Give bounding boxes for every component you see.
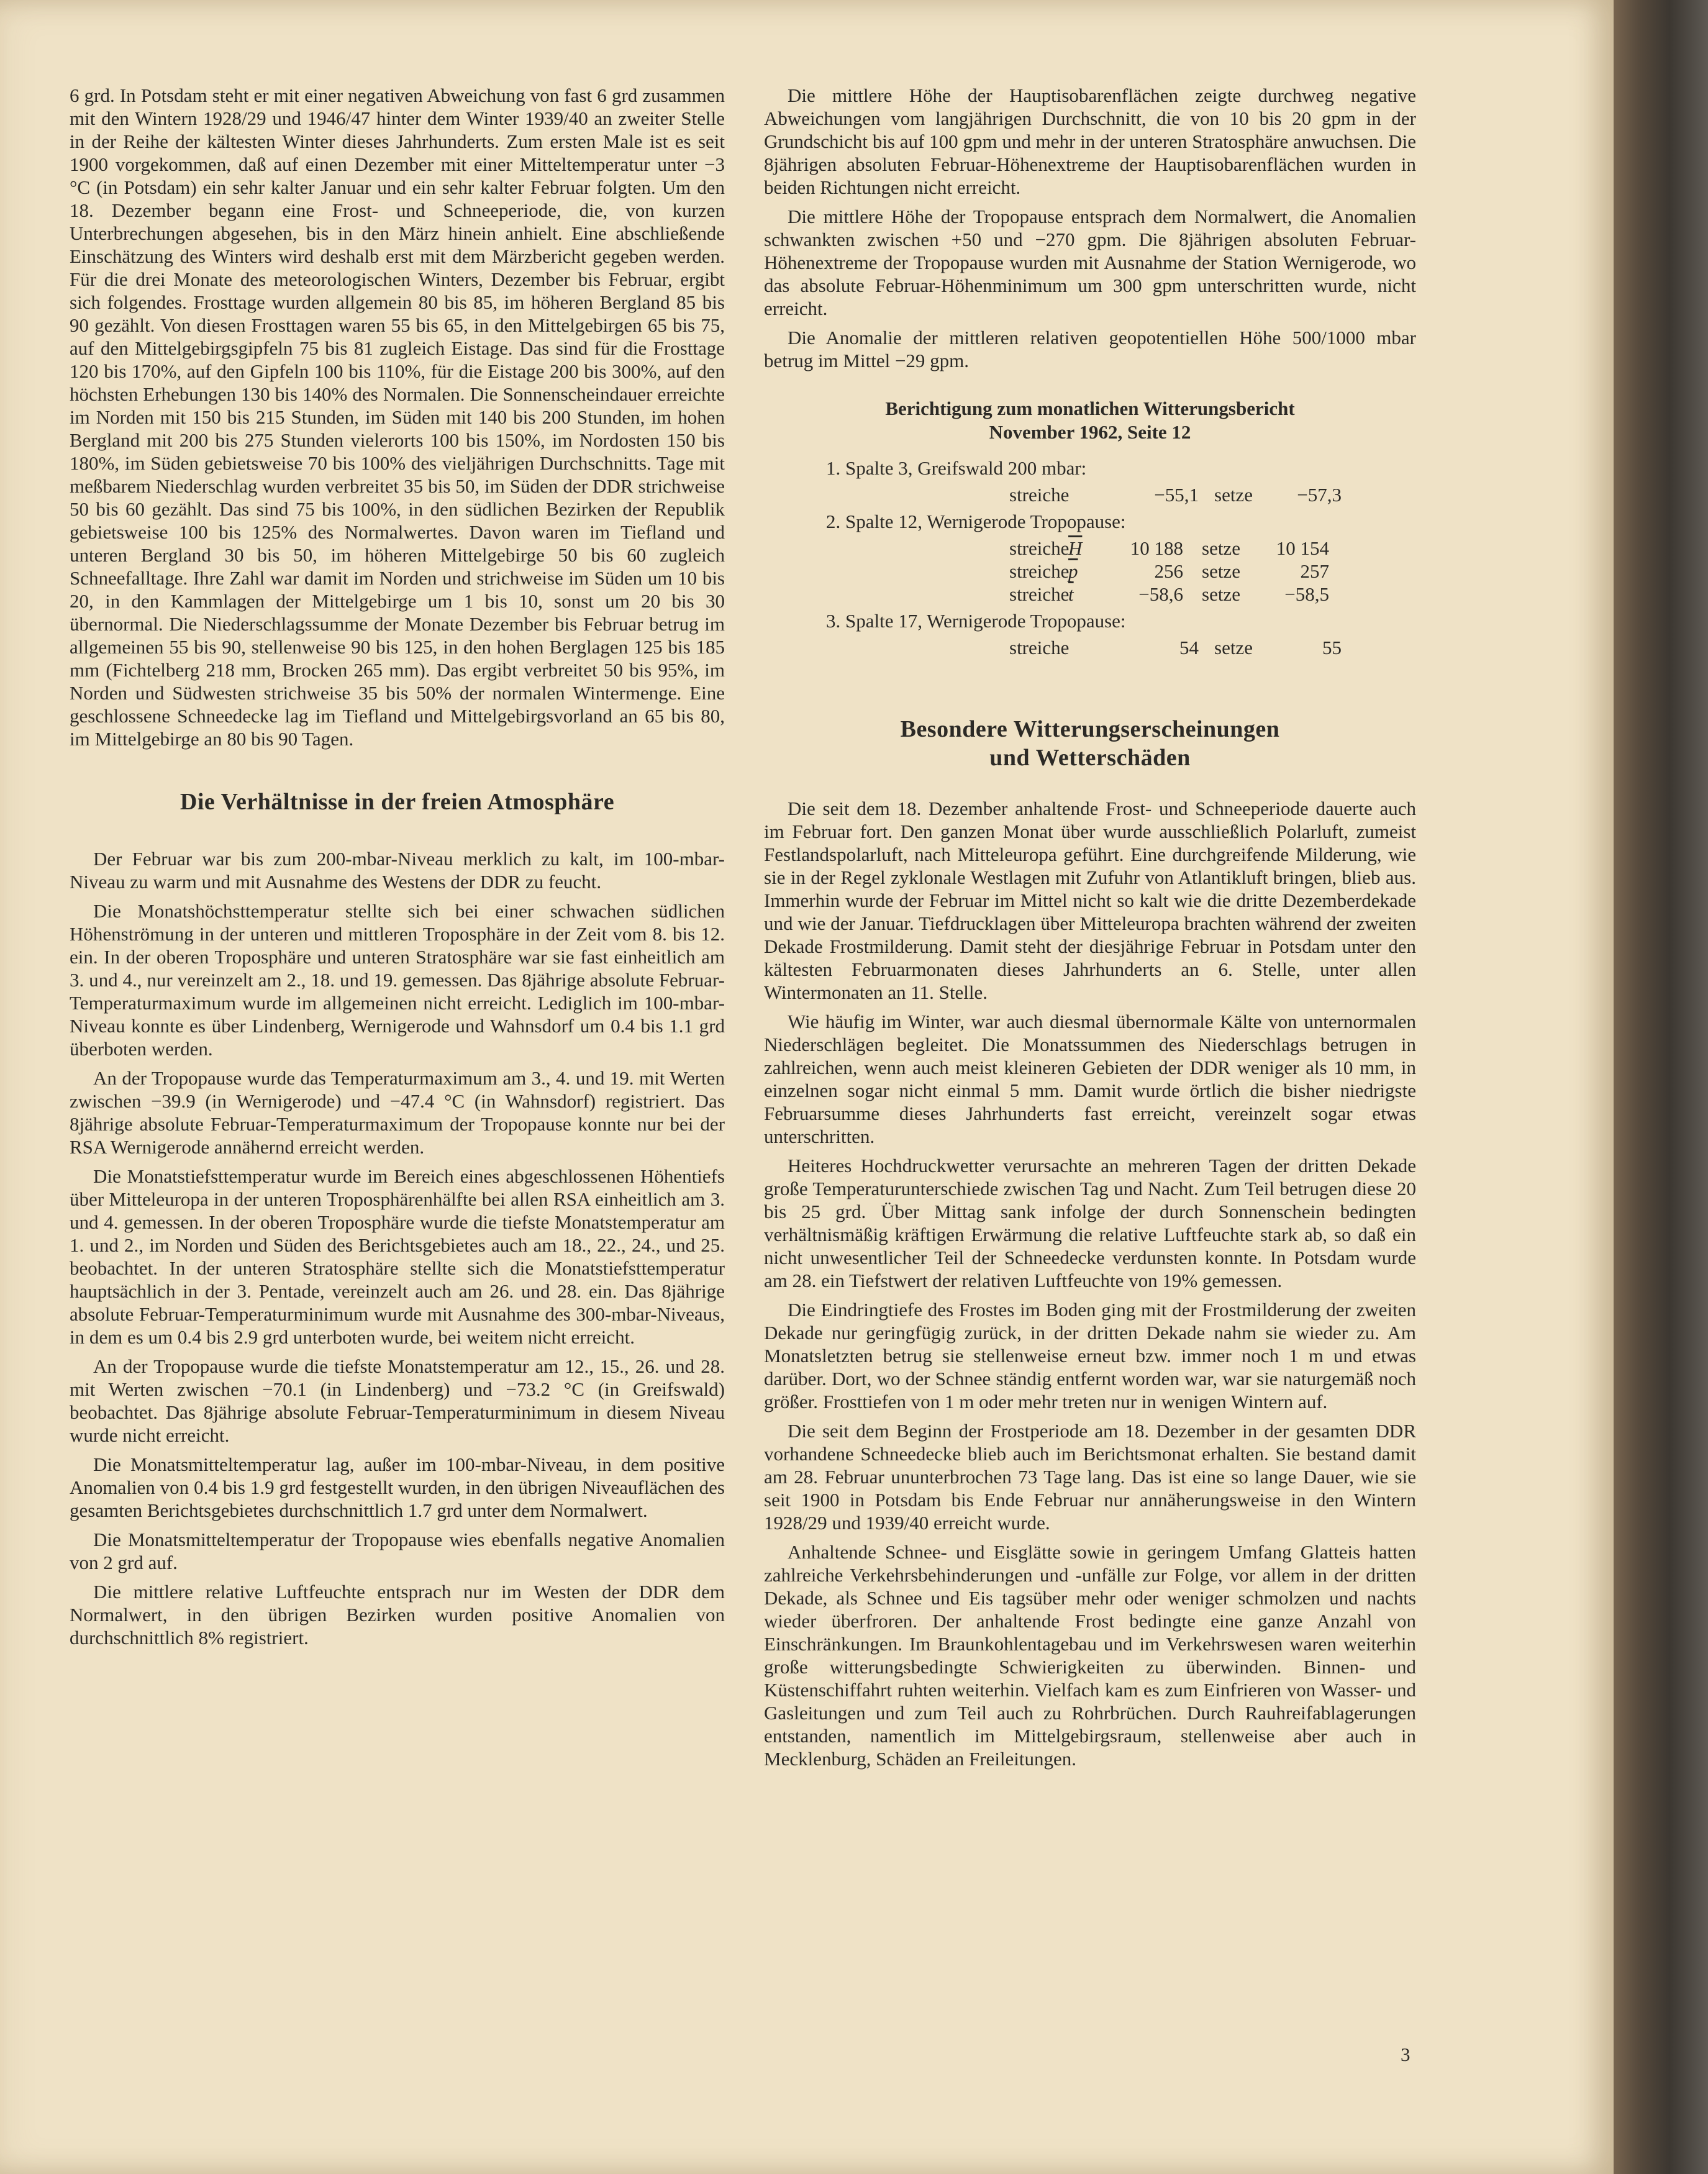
paragraph: Heiteres Hochdruckwetter verursachte an mehreren Tagen der dritten Dekade große Temperaturunterschiede zwischen Tag und Nacht. Zum Teil betrugen diese 20 bis 25 grd. Über Mittag sank infolge der durch Sonnenschein bedingten verhältnismäßig kräftigen Erwärmung die relative Luftfeuchte stark ab, so daß ein nicht unwesentlicher Teil der Schneedecke verdunsten konnte. In Potsdam wurde am 28. ein Tiefstwert der relativen Luftfeuchte von 19% gemessen. xyxy=(764,1155,1416,1291)
paragraph: Die Monatsmitteltemperatur lag, außer im 100-mbar-Niveau, in dem positive Anomalien von 0.4 bis 1.9 grd festgestellt wurden, in den übrigen Niveauflächen des gesamten Berichtsgebietes durchschnittlich 1.7 grd unter dem Normalwert. xyxy=(70,1453,725,1521)
paragraph: Die Anomalie der mittleren relativen geopotentiellen Höhe 500/1000 mbar betrug im Mittel −29 gpm. xyxy=(764,327,1416,371)
paragraph: Die Monatshöchsttemperatur stellte sich bei einer schwachen südlichen Höhenströmung in der unteren und mittleren Troposphäre in der Zeit vom 8. bis 12. ein. In der oberen Troposphäre und unteren Stratosphäre war sie fast einheitlich am 3. und 4., nur vereinzelt am 2., 18. und 19. gemessen. Das 8jährige absolute Februar-Temperaturmaximum wurde im allgemeinen nicht erreicht. Lediglich im 100-mbar-Niveau konnte es über Lindenberg, Wernigerode und Wahnsdorf um 0.4 bis 1.1 grd überboten werden. xyxy=(70,900,725,1060)
correction-line: streiche $\overline{p}$ 256 setze 257 xyxy=(1009,560,1329,582)
paragraph: Die Eindringtiefe des Frostes im Boden ging mit der Frostmilderung der zweiten Dekade nur geringfügig zurück, in der dritten Dekade nahm sie wieder zu. Am Monatsletzten betrug sie stellenweise erneut bzw. immer noch 1 m und etwas darüber. Dort, wo der Schnee ständig entfernt worden war, war sie naturgemäß noch größer. Frosttiefen von 1 m oder mehr treten nur in wenigen Wintern auf. xyxy=(764,1299,1416,1412)
correction-title: Berichtigung zum monatlichen Witterungsbericht November 1962, Seite 12 xyxy=(885,398,1295,443)
paragraph: An der Tropopause wurde die tiefste Monatstemperatur am 12., 15., 26. und 28. mit Werten zwischen −70.1 (in Lindenberg) und −73.2 °C (in Greifswald) beobachtet. Das 8jährige absolute Februar-Temperaturminimum in diesem Niveau wurde nicht erreicht. xyxy=(70,1355,725,1446)
correction-list xyxy=(764,457,1416,659)
paragraph: Der Februar war bis zum 200-mbar-Niveau merklich zu kalt, im 100-mbar-Niveau zu warm und mit Ausnahme des Westens der DDR zu feucht. xyxy=(70,848,725,893)
paragraph: Die Monatsmitteltemperatur der Tropopause wies ebenfalls negative Anomalien von 2 grd auf. xyxy=(70,1529,725,1573)
paragraph: Die mittlere Höhe der Hauptisobarenflächen zeigte durchweg negative Abweichungen vom langjährigen Durchschnitt, die von 10 bis 20 gpm in der Grundschicht bis auf 100 gpm und mehr in der unteren Stratosphäre anwuchsen. Die 8jährigen absoluten Februar-Höhenextreme der Hauptisobarenflächen wurden in beiden Richtungen nicht erreicht. xyxy=(764,84,1416,198)
paragraph: Die mittlere relative Luftfeuchte entsprach nur im Westen der DDR dem Normalwert, in den übrigen Bezirken wurden positive Anomalien von durchschnittlich 8% registriert. xyxy=(70,1581,725,1649)
section-heading: Die Verhältnisse in der freien Atmosphäre xyxy=(179,789,615,815)
correction-line: streiche −55,1 setze −57,3 xyxy=(1009,484,1342,506)
paragraph: 6 grd. In Potsdam steht er mit einer negativen Abweichung von fast 6 grd zusammen mit den Wintern 1928/29 und 1946/47 hinter dem Winter 1939/40 an zweiter Stelle in der Reihe der kältesten Winter dieses Jahrhunderts. Zum ersten Male ist es seit 1900 vorgekommen, daß auf einen Dezember mit einer Mitteltemperatur unter −3 °C (in Potsdam) ein sehr kalter Januar und ein sehr kalter Februar folgten. Um den 18. Dezember begann eine Frost- und Schneeperiode, die, von kurzen Unterbrechungen abgesehen, bis in den März hinein anhielt. Eine abschließende Einschätzung des Winters wird deshalb erst mit dem Märzbericht gegeben werden. Für die drei Monate des meteorologischen Winters, Dezember bis Februar, ergibt sich folgendes. Frosttage wurden allgemein 80 bis 85, im höheren Bergland 85 bis 90 gezählt. Von diesen Frosttagen waren 55 bis 65, in den Mittelgebirgen 65 bis 75, auf den Mittelgebirgsgipfeln 75 bis 81 zugleich Eistage. Das sind für die Frosttage 120 bis 170%, auf den Gipfeln 100 bis 110%, für die Eistage 200 bis 300%, auf den höchsten Erhebungen 130 bis 140% des Normalen. Die Sonnenscheindauer erreichte im Norden mit 150 bis 215 Stunden, im Süden mit 140 bis 200 Stunden, im hohen Bergland mit 200 bis 275 Stunden vielerorts 100 bis 150%, im Nordosten 150 bis 180%, im Süden gebietsweise 70 bis 100% des vieljährigen Durchschnitts. Tage mit meßbarem Niederschlag wurden verbreitet 35 bis 50, im Süden der DDR strichweise 50 bis 60 gezählt. Das sind 75 bis 100%, in den südlichen Bezirken der Republik gebietsweise 100 bis 125% des Normalwertes. Davon waren im Tiefland und unteren Bergland 30 bis 50, im höheren Mittelgebirge 50 bis 60 zugleich Schneefalltage. Ihre Zahl war damit im Norden und strichweise im Süden um 10 bis 20, in den Kammlagen der Mittelgebirge um 1 bis 10, sonst um 20 bis 30 übernormal. Die Niederschlagssumme der Monate Dezember bis Februar betrug im allgemeinen 55 bis 90, stellenweise 90 bis 125, in den hohen Berglagen 125 bis 185 mm (Fichtelberg 218 mm, Brocken 265 mm). Das ergibt verbreitet 50 bis 95%, im Norden und Südwesten strichweise 35 bis 50% der normalen Wintermenge. Eine geschlossene Schneedecke lag im Tiefland und Mittelgebirgsvorland an 65 bis 80, im Mittelgebirge an 80 bis 90 Tagen. xyxy=(70,84,725,750)
correction-item-heading: 2. Spalte 12, Wernigerode Tropopause: xyxy=(826,511,1126,532)
paragraph: Die mittlere Höhe der Tropopause entsprach dem Normalwert, die Anomalien schwankten zwischen +50 und −270 gpm. Die 8jährigen absoluten Februar-Höhenextreme der Tropopause wurden mit Ausnahme der Station Wernigerode, wo das absolute Februar-Höhenminimum um 300 gpm unterschritten wurde, nicht erreicht. xyxy=(764,206,1416,319)
correction-line: streiche $\overline{H}$ 10 188 setze 10 154 xyxy=(1009,537,1329,559)
book-spine xyxy=(1612,0,1708,2174)
section-heading: Besondere Witterungserscheinungen und Wetterschäden xyxy=(900,716,1280,771)
right-column xyxy=(764,84,1416,1776)
paragraph: An der Tropopause wurde das Temperaturmaximum am 3., 4. und 19. mit Werten zwischen −39.9 (in Wernigerode) und −47.4 °C (in Wahnsdorf) registriert. Das 8jährige absolute Februar-Temperaturmaximum der Tropopause konnte nur bei der RSA Wernigerode annähernd erreicht werden. xyxy=(70,1067,725,1158)
paragraph: Die Monatstiefsttemperatur wurde im Bereich eines abgeschlossenen Höhentiefs über Mitteleuropa in der unteren Troposphärenhälfte bei allen RSA einheitlich am 3. und 4. gemessen. In der oberen Troposphäre wurde die tiefste Monatstemperatur am 1. und 2., im Norden und Süden des Berichtsgebietes auch am 18., 22., 24., und 25. beobachtet. In der unteren Stratosphäre stellte sich die Monatstiefsttemperatur hauptsächlich in der 3. Pentade, vereinzelt auch am 26. und 28. ein. Das 8jährige absolute Februar-Temperaturminimum wurde mit Ausnahme des 300-mbar-Niveaus, in dem es um 0.4 bis 2.9 grd unterboten wurde, bei weitem nicht erreicht. xyxy=(70,1165,725,1348)
paragraph: Anhaltende Schnee- und Eisglätte sowie in geringem Umfang Glatteis hatten zahlreiche Verkehrsbehinderungen und -unfälle zur Folge, vor allem in der dritten Dekade, als Schnee und Eis tagsüber mehr oder weniger schmolzen und nachts wieder überfroren. Der anhaltende Frost bedingte eine ganze Anzahl von Einschränkungen. Im Braunkohlentagebau und im Verkehrswesen waren weiterhin große witterungsbedingte Schwierigkeiten zu überwinden. Binnen- und Küstenschiffahrt ruhten weiterhin. Vielfach kam es zum Einfrieren von Wasser- und Gasleitungen und zum Teil auch zu Rohrbrüchen. Durch Rauhreifablagerungen entstanden, namentlich im Mittelgebirgsraum, stellenweise aber auch in Mecklenburg, Schäden an Freileitungen. xyxy=(764,1541,1416,1770)
correction-item-heading: 3. Spalte 17, Wernigerode Tropopause: xyxy=(826,610,1126,632)
paragraph: Wie häufig im Winter, war auch diesmal übernormale Kälte von unternormalen Niederschlägen begleitet. Die Monatssummen des Niederschlags betrugen in zahlreichen, wenn auch meist kleineren Gebieten der DDR weniger als 10 mm, in einzelnen sogar nicht einmal 5 mm. Damit wurde örtlich die bisher niedrigste Februarsumme dieses Jahrhunderts fast erreicht, vereinzelt sogar etwas unterschritten. xyxy=(764,1011,1416,1147)
paragraph: Die seit dem 18. Dezember anhaltende Frost- und Schneeperiode dauerte auch im Februar fort. Den ganzen Monat über wurde ausschließlich Polarluft, zumeist Festlandspolarluft, nach Mitteleuropa geführt. Eine durchgreifende Milderung, wie sie in der Regel zyklonale Westlagen mit Zufuhr von Atlantikluft bringen, blieb aus. Immerhin wurde der Februar im Mittel nicht so kalt wie die dritte Dezemberdekade und wie der Januar. Tiefdrucklagen über Mitteleuropa brachten während der zweiten Dekade Frostmilderung. Damit steht der diesjährige Februar in Potsdam unter den kältesten Februarmonaten dieses Jahrhunderts an 6. Stelle, unter allen Wintermonaten an 11. Stelle. xyxy=(764,798,1416,1003)
correction-line: streiche $\overline{t}$ −58,6 setze −58,5 xyxy=(1009,583,1329,605)
left-column xyxy=(70,84,725,1655)
correction-item-heading: 1. Spalte 3, Greifswald 200 mbar: xyxy=(826,457,1087,479)
page-number: 3 xyxy=(1401,2044,1410,2065)
paragraph: Die seit dem Beginn der Frostperiode am 18. Dezember in der gesamten DDR vorhandene Schneedecke blieb auch im Berichtsmonat erhalten. Sie bestand damit am 28. Februar ununterbrochen 73 Tage lang. Das ist eine so lange Dauer, wie sie seit 1900 in Potsdam bis Ende Februar nur annäherungsweise in den Wintern 1928/29 und 1939/40 erreicht wurde. xyxy=(764,1420,1416,1534)
correction-line: streiche 54 setze 55 xyxy=(1009,637,1342,658)
